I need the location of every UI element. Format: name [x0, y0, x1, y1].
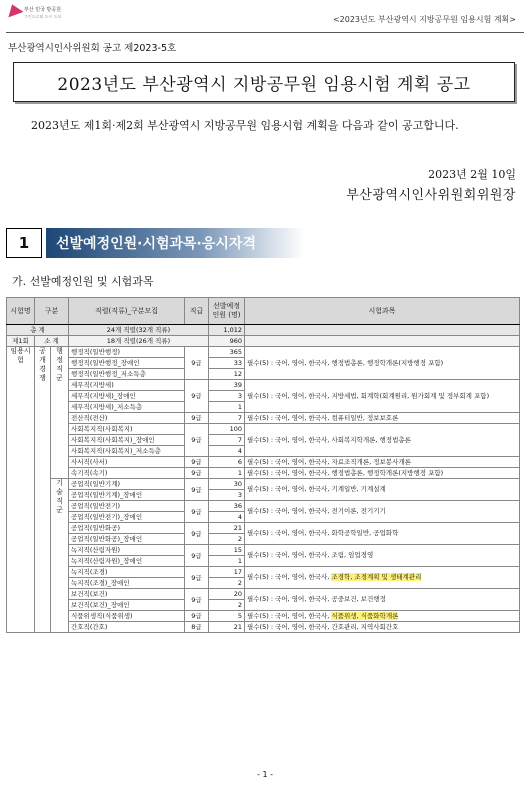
job-group-cell: 기술직군 — [51, 479, 69, 633]
highlighted-subjects: 식품위생, 식품화학개론 — [331, 611, 399, 620]
total-desc: 24개 직렬(32개 직류) — [69, 325, 209, 336]
grade-cell: 9급 — [185, 380, 209, 413]
grade-cell: 8급 — [185, 622, 209, 633]
grade-cell: 9급 — [185, 589, 209, 611]
recruitment-table — [6, 297, 520, 633]
subjects-cell: 필수(5) : 국어, 영어, 한국사, 행정법총론, 행정학개론(지방행정 포함) — [245, 468, 520, 479]
highlighted-subjects: 조경학, 조경계획 및 생태계관리 — [331, 573, 422, 581]
grade-cell: 9급 — [185, 611, 209, 622]
count-cell: 21 — [209, 622, 245, 633]
table-row — [7, 468, 520, 479]
subjects-cell: 필수(5) : 국어, 영어, 한국사, 기계일반, 기계설계 — [245, 479, 520, 501]
total-label: 총 계 — [7, 325, 69, 336]
job-title-cell: 보건직(보건) — [69, 589, 185, 600]
job-title-cell: 간호직(간호) — [69, 622, 185, 633]
total-subjects — [245, 325, 520, 336]
count-cell: 5 — [209, 611, 245, 622]
job-title-cell: 전산직(전산) — [69, 413, 185, 424]
job-title-cell: 세무직(지방세)_장애인 — [69, 391, 185, 402]
job-title-cell: 세무직(지방세) — [69, 380, 185, 391]
job-title-cell: 녹지직(산림자원) — [69, 545, 185, 556]
job-title-cell: 공업직(일반전기) — [69, 501, 185, 512]
subjects-cell: 필수(5) : 국어, 영어, 한국사, 간호관리, 지역사회간호 — [245, 622, 520, 633]
subjects-cell: 필수(5) : 국어, 영어, 한국사, 화학공학일반, 공업화학 — [245, 523, 520, 545]
header-cell: 선발예정인원 (명) — [209, 298, 245, 325]
subjects-cell: 필수(5) : 국어, 영어, 한국사, 사회복지학개론, 행정법총론 — [245, 424, 520, 457]
grade-cell: 9급 — [185, 479, 209, 501]
subtotal-desc: 18개 직렬(26개 직류) — [69, 336, 209, 347]
exam-name-cell: 임용시험 — [7, 347, 35, 633]
count-cell: 6 — [209, 457, 245, 468]
job-title-cell: 행정직(일반행정_장애인 — [69, 358, 185, 369]
job-title-cell: 공업직(일반화공) — [69, 523, 185, 534]
job-title-cell: 행정직(일반행정_저소득층 — [69, 369, 185, 380]
subjects-cell: 필수(5) : 국어, 영어, 한국사, 자료조직개론, 정보봉사개론 — [245, 457, 520, 468]
section-number: 1 — [6, 228, 42, 258]
count-cell: 365 — [209, 347, 245, 358]
section-title: 선발예정인원·시험과목·응시자격 — [46, 228, 304, 258]
subjects-cell: 필수(5) : 국어, 영어, 한국사, 컴퓨터일반, 정보보호론 — [245, 413, 520, 424]
subtotal-count: 960 — [209, 336, 245, 347]
header-divider — [6, 32, 524, 33]
job-title-cell: 녹지직(조경) — [69, 567, 185, 578]
subjects-cell: 필수(5) : 국어, 영어, 한국사, 조림, 임업경영 — [245, 545, 520, 567]
grade-cell: 9급 — [185, 567, 209, 589]
logo-mark-icon — [5, 2, 24, 18]
job-title-cell: 식품위생직(식품위생) — [69, 611, 185, 622]
count-cell: 20 — [209, 589, 245, 600]
header-cell: 시험과목 — [245, 298, 520, 325]
job-title-cell: 사회복지직(사회복지)_저소득층 — [69, 446, 185, 457]
count-cell: 17 — [209, 567, 245, 578]
job-group-cell: 행정직군 — [51, 347, 69, 479]
count-cell: 30 — [209, 479, 245, 490]
subjects-cell — [245, 567, 520, 589]
grade-cell: 9급 — [185, 523, 209, 545]
count-cell: 12 — [209, 369, 245, 380]
job-title-cell: 사서직(사서) — [69, 457, 185, 468]
subjects-text: 필수(5) : 국어, 영어, 한국사, — [247, 611, 332, 620]
count-cell: 15 — [209, 545, 245, 556]
grade-cell: 9급 — [185, 545, 209, 567]
table-row — [7, 611, 520, 622]
subjects-cell: 필수(5) : 국어, 영어, 한국사, 행정법총론, 행정학개론(지방행정 포함) — [245, 347, 520, 380]
grade-cell: 9급 — [185, 424, 209, 457]
table-row — [7, 567, 520, 578]
count-cell: 3 — [209, 490, 245, 501]
table-row — [7, 589, 520, 600]
count-cell: 7 — [209, 413, 245, 424]
table-row — [7, 347, 520, 358]
subjects-cell: 필수(5) : 국어, 영어, 한국사, 공중보건, 보건행정 — [245, 589, 520, 611]
grade-cell: 9급 — [185, 501, 209, 523]
count-cell: 36 — [209, 501, 245, 512]
job-title-cell: 사회복지직(사회복지)_장애인 — [69, 435, 185, 446]
count-cell: 39 — [209, 380, 245, 391]
header-cell: 시험명 — [7, 298, 35, 325]
grade-cell: 9급 — [185, 457, 209, 468]
job-title-cell: 공업직(일반전기)_장애인 — [69, 512, 185, 523]
total-count: 1,012 — [209, 325, 245, 336]
count-cell: 21 — [209, 523, 245, 534]
count-cell: 4 — [209, 446, 245, 457]
job-title-cell: 녹지직(산림자원)_장애인 — [69, 556, 185, 567]
job-title-cell: 속기직(속기) — [69, 468, 185, 479]
grade-cell: 9급 — [185, 413, 209, 424]
table-row — [7, 622, 520, 633]
notice-number: 부산광역시인사위원회 공고 제2023-5호 — [8, 43, 177, 54]
table-row — [7, 413, 520, 424]
count-cell: 3 — [209, 391, 245, 402]
table-row — [7, 479, 520, 490]
count-cell: 1 — [209, 468, 245, 479]
table-row — [7, 545, 520, 556]
header-cell: 직급 — [185, 298, 209, 325]
table-row — [7, 501, 520, 512]
job-title-cell: 공업직(일반기계)_장애인 — [69, 490, 185, 501]
count-cell: 2 — [209, 600, 245, 611]
subtotal-subjects — [245, 336, 520, 347]
job-title-cell: 세무직(지방세)_저소득층 — [69, 402, 185, 413]
subjects-text: 필수(5) : 국어, 영어, 한국사, — [247, 573, 332, 581]
table-row — [7, 523, 520, 534]
running-header: <2023년도 부산광역시 지방공무원 임용시험 계획> — [332, 15, 516, 24]
announcement-text: 2023년도 제1회·제2회 부산광역시 지방공무원 임용시험 계획을 다음과 같이 공고합니다. — [31, 119, 459, 132]
count-cell: 2 — [209, 578, 245, 589]
page-number: - 1 - — [257, 770, 273, 779]
job-title-cell: 공업직(일반기계) — [69, 479, 185, 490]
count-cell: 1 — [209, 402, 245, 413]
count-cell: 2 — [209, 534, 245, 545]
category-cell: 공개경쟁 — [35, 347, 51, 633]
issuer: 부산광역시인사위원회위원장 — [346, 188, 516, 203]
grade-cell: 9급 — [185, 347, 209, 380]
subjects-cell: 필수(5) : 국어, 영어, 한국사, 지방세법, 회계학(회계원리, 원가회계 및 정부회계 포함) — [245, 380, 520, 413]
header-cell: 직렬(직류)_구분모집 — [69, 298, 185, 325]
job-title-cell: 공업직(일반화공)_장애인 — [69, 534, 185, 545]
subtotal-row — [7, 336, 520, 347]
table-header-row — [7, 298, 520, 325]
count-cell: 7 — [209, 435, 245, 446]
job-title-cell: 행정직(일반행정) — [69, 347, 185, 358]
grade-cell: 9급 — [185, 468, 209, 479]
total-row — [7, 325, 520, 336]
table-row — [7, 457, 520, 468]
job-title-cell: 사회복지직(사회복지) — [69, 424, 185, 435]
job-title-cell: 보건직(보건)_장애인 — [69, 600, 185, 611]
count-cell: 100 — [209, 424, 245, 435]
logo-subtext: 그린으로와 도시 도보 — [24, 14, 62, 19]
announcement-date: 2023년 2월 10일 — [428, 168, 516, 181]
count-cell: 1 — [209, 556, 245, 567]
subjects-cell — [245, 611, 520, 622]
exam-name: 제1회 — [7, 336, 35, 347]
count-cell: 33 — [209, 358, 245, 369]
logo-text: 부산 민국 방공원 — [24, 7, 61, 13]
subjects-cell: 필수(5) : 국어, 영어, 한국사, 전기이론, 전기기기 — [245, 501, 520, 523]
table-row — [7, 380, 520, 391]
subheading: 가. 선발예정인원 및 시험과목 — [12, 275, 154, 288]
job-title-cell: 녹지직(조경)_장애인 — [69, 578, 185, 589]
subtotal-label: 소 계 — [35, 336, 69, 347]
count-cell: 4 — [209, 512, 245, 523]
document-title: 2023년도 부산광역시 지방공무원 임용시험 계획 공고 — [13, 62, 515, 102]
header-cell: 구분 — [35, 298, 69, 325]
table-row — [7, 424, 520, 435]
